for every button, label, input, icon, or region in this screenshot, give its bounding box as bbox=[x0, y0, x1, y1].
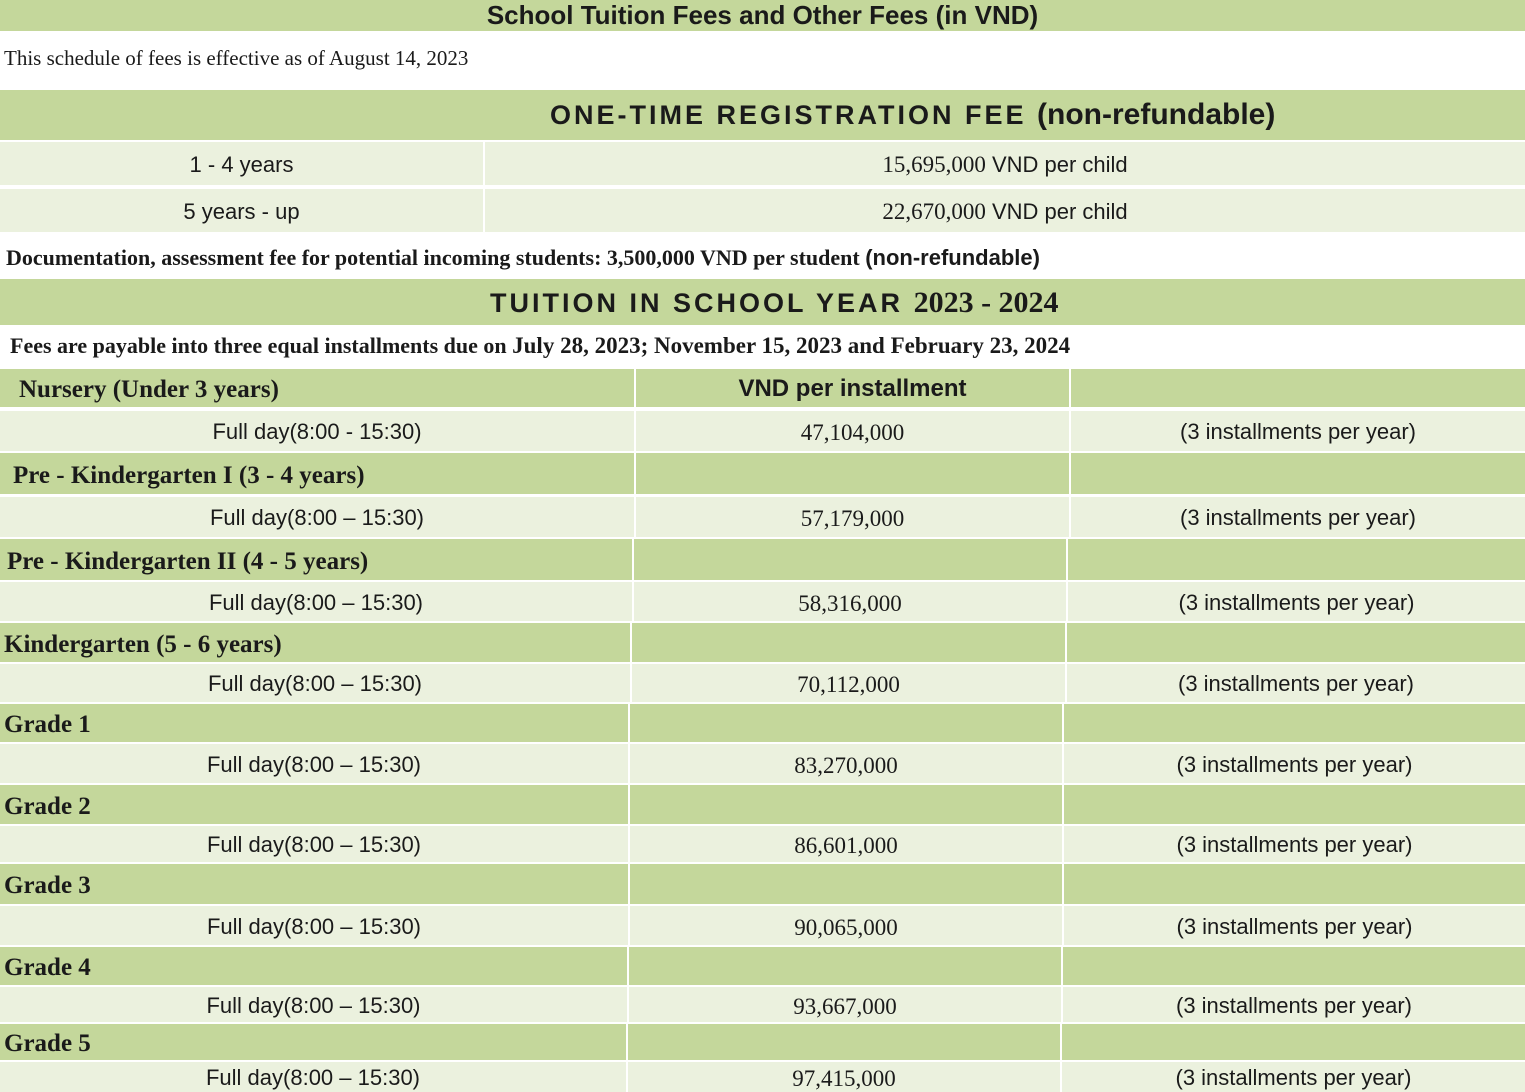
level-header-middle-cell bbox=[632, 623, 1067, 662]
document-title: School Tuition Fees and Other Fees (in VND) bbox=[0, 0, 1525, 31]
installments-per-year: (3 installments per year) bbox=[1176, 993, 1412, 1018]
installment-amount: 83,270,000 bbox=[630, 744, 1064, 783]
registration-fee-title: ONE-TIME REGISTRATION FEE bbox=[550, 100, 1027, 130]
schedule-label: Full day(8:00 – 15:30) bbox=[0, 664, 632, 702]
level-header-middle-cell bbox=[629, 947, 1063, 985]
installments-per-year: (3 installments per year) bbox=[1178, 590, 1415, 615]
level-header-middle-cell bbox=[628, 1024, 1062, 1060]
installments-per-year: (3 installments per year) bbox=[1175, 1065, 1412, 1090]
level-header-middle-cell bbox=[630, 785, 1064, 824]
registration-amount: 22,670,000 bbox=[882, 199, 986, 224]
level-header-right-cell bbox=[1071, 369, 1525, 407]
installments-dates: July 28, 2023; November 15, 2023 and February 23, 2024 bbox=[512, 333, 1071, 358]
level-name: Pre - Kindergarten II (4 - 5 years) bbox=[7, 548, 369, 575]
installment-amount: 93,667,000 bbox=[629, 987, 1063, 1022]
full-day-row bbox=[0, 1060, 1525, 1092]
level-name-cell bbox=[0, 623, 632, 662]
installments-note-text: Fees are payable into three equal installments due on bbox=[10, 333, 507, 358]
level-name: Nursery (Under 3 years) bbox=[19, 376, 279, 403]
installments-per-year: (3 installments per year) bbox=[1180, 505, 1416, 530]
installments-per-year: (3 installments per year) bbox=[1176, 914, 1413, 939]
registration-unit: VND per child bbox=[991, 199, 1128, 224]
installments-per-year: (3 installments per year) bbox=[1178, 671, 1414, 696]
level-name-cell bbox=[0, 785, 630, 824]
level-header-right-cell bbox=[1064, 864, 1525, 904]
installment-amount: 86,601,000 bbox=[630, 826, 1064, 862]
level-header-row bbox=[0, 367, 1525, 407]
installments-per-year: (3 installments per year) bbox=[1180, 419, 1416, 444]
registration-row bbox=[0, 140, 1525, 185]
level-name-cell bbox=[0, 947, 629, 985]
registration-age: 1 - 4 years bbox=[0, 142, 485, 185]
level-name: Grade 4 bbox=[4, 954, 91, 981]
level-header-right-cell bbox=[1064, 704, 1525, 742]
full-day-row bbox=[0, 662, 1525, 702]
schedule-label: Full day(8:00 - 15:30) bbox=[0, 411, 636, 451]
level-header-right-cell bbox=[1068, 539, 1525, 580]
schedule-label: Full day(8:00 – 15:30) bbox=[0, 987, 629, 1022]
installment-amount: 57,179,000 bbox=[636, 497, 1071, 537]
tuition-year: 2023 - 2024 bbox=[913, 286, 1059, 319]
registration-amount: 15,695,000 bbox=[882, 152, 986, 177]
level-header-right-cell bbox=[1067, 623, 1525, 662]
schedule-label: Full day(8:00 – 15:30) bbox=[0, 744, 630, 783]
level-header-middle-cell bbox=[630, 704, 1064, 742]
full-day-row bbox=[0, 742, 1525, 783]
level-name-cell bbox=[0, 864, 630, 904]
installments-per-year: (3 installments per year) bbox=[1176, 832, 1413, 857]
level-header-row bbox=[0, 862, 1525, 904]
documentation-fee-note: (non-refundable) bbox=[865, 245, 1040, 270]
level-header-right-cell bbox=[1064, 785, 1525, 824]
level-header-row bbox=[0, 621, 1525, 662]
installment-amount: 58,316,000 bbox=[634, 582, 1068, 621]
full-day-row bbox=[0, 495, 1525, 537]
registration-age: 5 years - up bbox=[0, 189, 485, 232]
level-header-middle-cell bbox=[636, 453, 1071, 494]
level-header-row bbox=[0, 783, 1525, 824]
column-header-vnd-per-installment: VND per installment bbox=[738, 375, 967, 402]
level-name-cell bbox=[0, 539, 634, 580]
level-header-row bbox=[0, 702, 1525, 742]
schedule-label: Full day(8:00 – 15:30) bbox=[0, 1062, 628, 1092]
level-header-row bbox=[0, 451, 1525, 494]
level-name-cell bbox=[0, 453, 636, 494]
level-header-row bbox=[0, 1022, 1525, 1060]
level-name: Grade 3 bbox=[4, 872, 91, 899]
documentation-fee bbox=[0, 236, 1525, 278]
full-day-row bbox=[0, 580, 1525, 621]
level-name: Pre - Kindergarten I (3 - 4 years) bbox=[13, 462, 365, 489]
level-header-middle-cell bbox=[634, 539, 1068, 580]
installment-amount: 47,104,000 bbox=[636, 411, 1071, 451]
full-day-row bbox=[0, 904, 1525, 945]
level-header-right-cell bbox=[1062, 1024, 1525, 1060]
installment-amount: 70,112,000 bbox=[632, 664, 1067, 702]
level-header-middle-cell bbox=[636, 369, 1071, 407]
documentation-fee-text: Documentation, assessment fee for potential incoming students: 3,500,000 VND per student bbox=[6, 245, 860, 270]
schedule-label: Full day(8:00 – 15:30) bbox=[0, 906, 630, 945]
installment-amount: 97,415,000 bbox=[628, 1062, 1062, 1092]
tuition-title: TUITION IN SCHOOL YEAR bbox=[490, 288, 904, 318]
level-name-cell bbox=[0, 369, 636, 407]
schedule-label: Full day(8:00 – 15:30) bbox=[0, 582, 634, 621]
level-name-cell bbox=[0, 1024, 628, 1060]
schedule-label: Full day(8:00 – 15:30) bbox=[0, 826, 630, 862]
level-header-right-cell bbox=[1063, 947, 1525, 985]
level-header-middle-cell bbox=[630, 864, 1064, 904]
registration-fee-note: (non-refundable) bbox=[1037, 98, 1276, 131]
registration-amount-cell bbox=[485, 189, 1525, 232]
level-header-row bbox=[0, 537, 1525, 580]
level-name: Grade 2 bbox=[4, 793, 91, 820]
registration-row bbox=[0, 187, 1525, 232]
level-name: Grade 5 bbox=[4, 1030, 91, 1057]
registration-fee-header bbox=[0, 90, 1525, 140]
level-header-row bbox=[0, 945, 1525, 985]
effective-date-note: This schedule of fees is effective as of August 14, 2023 bbox=[4, 46, 469, 70]
level-name: Kindergarten (5 - 6 years) bbox=[4, 631, 282, 658]
full-day-row bbox=[0, 824, 1525, 862]
installments-note bbox=[0, 325, 1525, 367]
full-day-row bbox=[0, 985, 1525, 1022]
installments-per-year: (3 installments per year) bbox=[1176, 752, 1413, 777]
level-header-right-cell bbox=[1071, 453, 1525, 494]
installment-amount: 90,065,000 bbox=[630, 906, 1064, 945]
level-name-cell bbox=[0, 704, 630, 742]
registration-amount-cell bbox=[485, 142, 1525, 185]
registration-unit: VND per child bbox=[991, 152, 1128, 177]
tuition-header bbox=[0, 279, 1525, 325]
level-name: Grade 1 bbox=[4, 711, 91, 738]
full-day-row bbox=[0, 409, 1525, 451]
schedule-label: Full day(8:00 – 15:30) bbox=[0, 497, 636, 537]
